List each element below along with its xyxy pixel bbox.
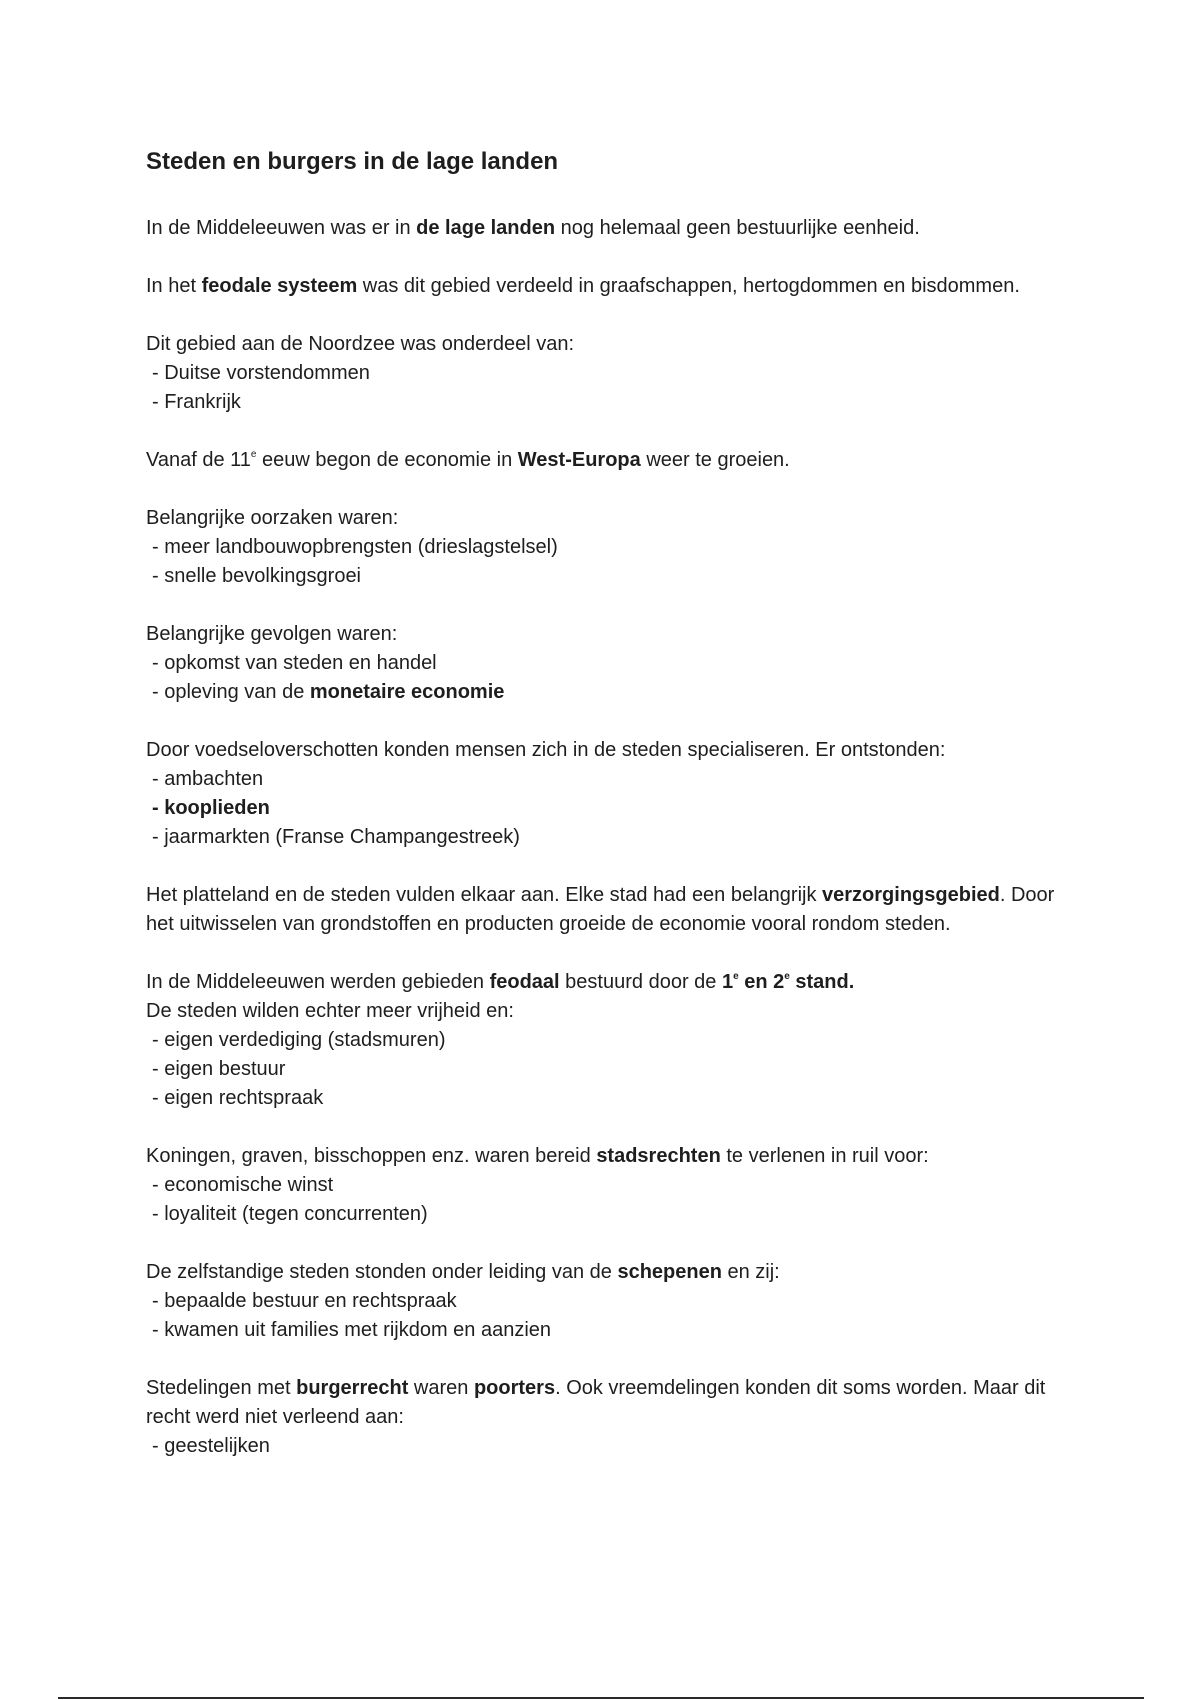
text: . Ook vreemdelingen konden dit soms worden. Maar dit recht werd niet verleend aan: (146, 1377, 1046, 1428)
paragraph-stadsrechten (146, 1142, 1066, 1229)
text: Belangrijke gevolgen waren: (146, 623, 398, 645)
list-item: - loyaliteit (tegen concurrenten) (152, 1203, 428, 1225)
list-item: - economische winst (152, 1174, 334, 1196)
text: Stedelingen met (146, 1377, 297, 1399)
list-item: - kwamen uit families met rijkdom en aanzien (152, 1319, 552, 1341)
text: was dit gebied verdeeld in graafschappen, hertogdommen en bisdommen. (357, 275, 1020, 297)
bold-term: poorters (473, 1377, 556, 1399)
superscript: e (250, 449, 257, 461)
text: nog helemaal geen bestuurlijke eenheid. (555, 217, 920, 239)
list-item: - ambachten (152, 768, 264, 790)
list-item: - jaarmarkten (Franse Champangestreek) (152, 826, 520, 848)
text: en zij: (721, 1261, 780, 1283)
text: te verlenen in ruil voor: (720, 1145, 929, 1167)
list-item: - eigen bestuur (152, 1058, 286, 1080)
document-page (146, 148, 1066, 1490)
text: weer te groeien. (640, 449, 790, 471)
page-title: Steden en burgers in de lage landen (146, 148, 559, 175)
bold-term: feodaal (489, 971, 560, 993)
text: Koningen, graven, bisschoppen enz. waren bereid (146, 1145, 597, 1167)
text: . Door het uitwisselen van grondstoffen en producten groeide de economie vooral rondom steden. (146, 884, 1055, 935)
list-item: - Frankrijk (152, 391, 241, 413)
text: In de Middeleeuwen was er in (146, 217, 417, 239)
paragraph-economie (146, 446, 1066, 475)
text: stand. (789, 971, 855, 993)
paragraph-lage-landen (146, 214, 1066, 243)
paragraph-platteland (146, 881, 1066, 939)
list-item: - bepaalde bestuur en rechtspraak (152, 1290, 457, 1312)
bold-term: verzorgingsgebied (822, 884, 1000, 906)
list-item (146, 678, 1066, 707)
list-item: - opkomst van steden en handel (152, 652, 437, 674)
paragraph-noordzee (146, 330, 1066, 417)
bold-term: schepenen (617, 1261, 722, 1283)
text: In de Middeleeuwen werden gebieden (146, 971, 490, 993)
text: Vanaf de 11 (146, 449, 251, 471)
paragraph-oorzaken (146, 504, 1066, 591)
bold-term: stadsrechten (596, 1145, 721, 1167)
superscript: e (784, 971, 790, 983)
list-item: - geestelijken (152, 1435, 270, 1457)
bold-term: feodale systeem (201, 275, 358, 297)
paragraph-gevolgen (146, 620, 1066, 707)
text: en 2 (738, 971, 785, 993)
text: 1 (721, 971, 734, 993)
paragraph-feodaal (146, 968, 1066, 1113)
text: eeuw begon de economie in (256, 449, 518, 471)
bold-term (722, 971, 854, 993)
text: Dit gebied aan de Noordzee was onderdeel van: (146, 333, 575, 355)
paragraph-poorters (146, 1374, 1066, 1461)
bold-term: West-Europa (517, 449, 641, 471)
text: waren (408, 1377, 474, 1399)
text: De zelfstandige steden stonden onder leiding van de (146, 1261, 618, 1283)
bold-term: monetaire economie (309, 681, 505, 703)
text: - opleving van de (152, 681, 310, 703)
list-item: - Duitse vorstendommen (152, 362, 370, 384)
bold-term: burgerrecht (296, 1377, 409, 1399)
list-item: - eigen verdediging (stadsmuren) (152, 1029, 446, 1051)
text: Het platteland en de steden vulden elkaar aan. Elke stad had een belangrijk (146, 884, 823, 906)
text: Door voedseloverschotten konden mensen zich in de steden specialiseren. Er ontstonden: (146, 739, 946, 761)
list-item: - eigen rechtspraak (152, 1087, 324, 1109)
text: De steden wilden echter meer vrijheid en: (146, 1000, 514, 1022)
text: Belangrijke oorzaken waren: (146, 507, 399, 529)
paragraph-specialisatie (146, 736, 1066, 852)
superscript: e (733, 971, 739, 983)
list-item: - snelle bevolkingsgroei (152, 565, 362, 587)
list-item: - kooplieden (152, 797, 270, 819)
text: In het (146, 275, 202, 297)
bold-term: de lage landen (416, 217, 556, 239)
text: bestuurd door de (559, 971, 722, 993)
paragraph-feodale-systeem (146, 272, 1066, 301)
paragraph-schepenen (146, 1258, 1066, 1345)
footer-divider (58, 1697, 1144, 1699)
list-item: - meer landbouwopbrengsten (drieslagstelsel) (152, 536, 558, 558)
